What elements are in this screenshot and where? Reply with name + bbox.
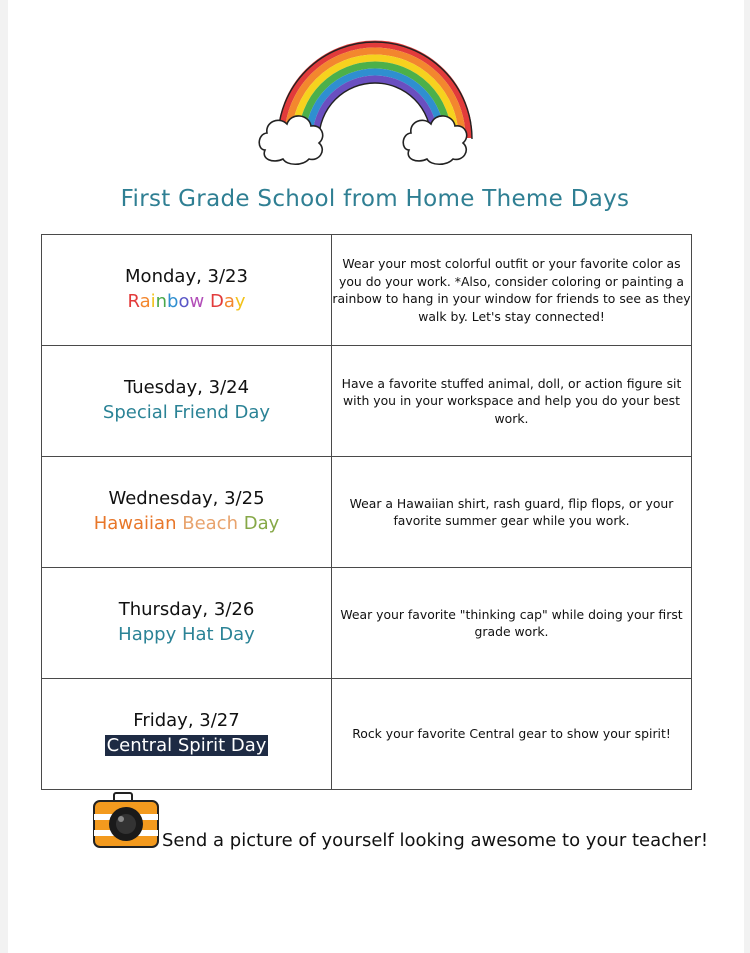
theme-letter: o — [178, 291, 190, 312]
theme-letter: i — [150, 291, 156, 312]
theme-letter: w — [189, 291, 205, 312]
day-cell — [42, 568, 332, 679]
theme-word: Day — [243, 513, 280, 534]
table-row — [42, 568, 692, 679]
theme-letter: a — [139, 291, 151, 312]
theme-word: Hawaiian — [93, 513, 177, 534]
day-theme: Happy Hat Day — [118, 624, 255, 645]
theme-days-table — [41, 234, 692, 790]
day-description: Have a favorite stuffed animal, doll, or action figure sit with you in your workspace and help you do your best work. — [332, 346, 692, 457]
day-date: Monday, 3/23 — [125, 266, 248, 287]
day-date: Thursday, 3/26 — [118, 599, 255, 620]
theme-letter: y — [234, 291, 246, 312]
day-description: Rock your favorite Central gear to show your spirit! — [332, 679, 692, 790]
day-date: Friday, 3/27 — [133, 710, 240, 731]
day-date: Wednesday, 3/25 — [108, 488, 265, 509]
day-cell — [42, 457, 332, 568]
day-theme: Special Friend Day — [102, 402, 271, 423]
day-cell — [42, 679, 332, 790]
day-theme-rainbow — [42, 289, 331, 315]
camera-icon — [92, 792, 160, 850]
theme-word: Beach — [182, 513, 238, 534]
page-title: First Grade School from Home Theme Days — [120, 186, 630, 212]
theme-letter: R — [127, 291, 140, 312]
table-row — [42, 457, 692, 568]
theme-letter: b — [167, 291, 179, 312]
table-row — [42, 679, 692, 790]
day-description: Wear your most colorful outfit or your favorite color as you do your work. *Also, consider coloring or painting a rainbow to hang in your window for friends to see as they walk by. Let's stay connected! — [332, 235, 692, 346]
day-description: Wear a Hawaiian shirt, rash guard, flip flops, or your favorite summer gear while you work. — [332, 457, 692, 568]
footer-note — [92, 792, 732, 852]
theme-letter: n — [155, 291, 168, 312]
day-theme — [42, 511, 331, 537]
day-date: Tuesday, 3/24 — [123, 377, 250, 398]
theme-letter: D — [209, 291, 224, 312]
rainbow-icon — [257, 38, 493, 168]
footer-text: Send a picture of yourself looking awesome to your teacher! — [162, 830, 709, 851]
theme-letter: a — [223, 291, 235, 312]
table-row — [42, 346, 692, 457]
day-cell — [42, 235, 332, 346]
table-row — [42, 235, 692, 346]
day-theme — [42, 733, 331, 759]
day-cell — [42, 346, 332, 457]
day-description: Wear your favorite "thinking cap" while doing your first grade work. — [332, 568, 692, 679]
highlighted-theme: Central Spirit Day — [106, 735, 267, 756]
